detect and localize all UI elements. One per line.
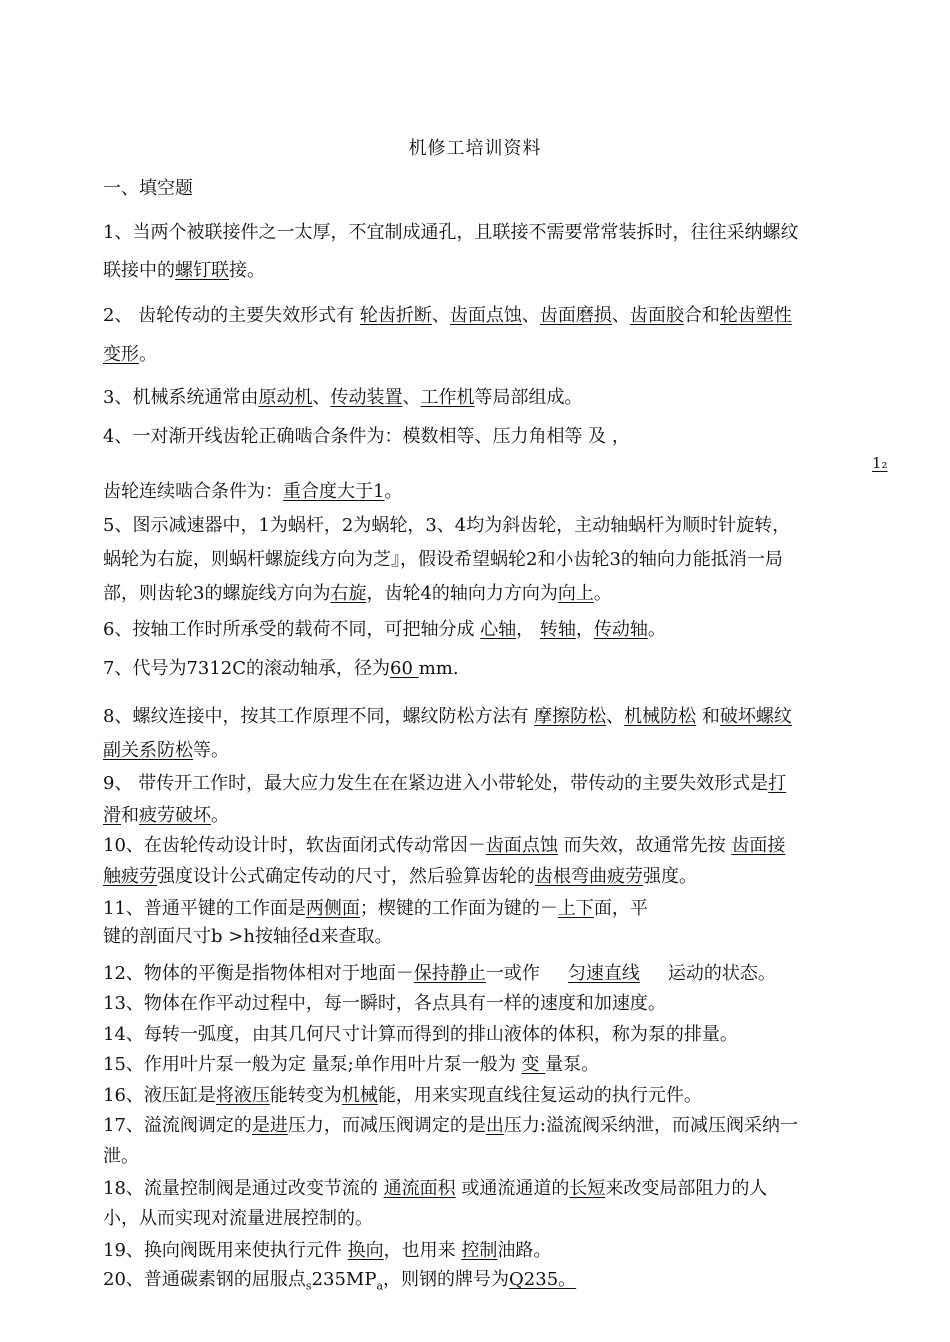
answer: 通流面积 (383, 1178, 456, 1199)
answer: 重合度大于1 (283, 481, 385, 502)
question-19: 19、换向阀既用来使执行元件 换向，也用来 控制油路。 (103, 1240, 552, 1261)
answer: 出 (485, 1115, 504, 1136)
question-7: 7、代号为7312C的滚动轴承，径为60 mm. (103, 658, 459, 679)
answer: 齿面磨损 (539, 305, 612, 326)
question-5-line-3: 部，则齿轮3的螺旋线方向为右旋，齿轮4的轴向力方向为向上。 (103, 583, 612, 604)
question-17-line-2: 泄。 (103, 1146, 139, 1167)
question-11-line-1: 11、普通平键的工作面是两侧面；楔键的工作面为键的－上下面，平 (103, 898, 648, 919)
question-10-line-1: 10、在齿轮传动设计时，软齿面闭式传动常因－齿面点蚀 而失效，故通常先按 齿面接 (103, 835, 786, 856)
answer: 长短 (569, 1178, 606, 1199)
question-18-line-1: 18、流量控制阀是通过改变节流的 通流面积 或通流通道的长短来改变局部阻力的人 (103, 1178, 768, 1199)
answer: 滑 (103, 805, 121, 826)
answer: 螺钉联 (175, 260, 229, 281)
question-10-line-2: 触疲劳强度设计公式确定传动的尺寸，然后验算齿轮的齿根弯曲疲劳强度。 (103, 866, 697, 887)
answer: 摩擦防松 (534, 706, 607, 727)
question-15: 15、作用叶片泵一般为定 量泵;单作用叶片泵一般为 变 量泵。 (103, 1054, 600, 1075)
answer: 机械 (341, 1085, 378, 1106)
answer: 齿面胶 (629, 305, 684, 326)
answer: 心轴 (480, 619, 517, 640)
question-14: 14、每转一弧度，由其几何尺寸计算而得到的排山液体的体积，称为泵的排量。 (103, 1024, 738, 1045)
answer: 齿根弯曲疲劳 (535, 866, 643, 887)
question-8-line-1: 8、螺纹连接中，按其工作原理不同，螺纹防松方法有 摩擦防松、机械防松 和破坏螺纹 (103, 706, 792, 727)
answer: Q235。 (509, 1269, 577, 1290)
answer: 打 (768, 773, 787, 794)
answer: 将液压 (215, 1085, 270, 1106)
answer: 两侧面 (305, 898, 360, 919)
answer: 变形 (103, 344, 139, 365)
answer: 右旋 (330, 583, 367, 604)
answer: 齿面点蚀 (449, 305, 522, 326)
document-title: 机修工培训资料 (408, 138, 542, 159)
answer: 疲劳破坏 (139, 805, 211, 826)
question-1-line-2: 联接中的螺钉联接。 (103, 260, 265, 281)
answer: 是进 (251, 1115, 288, 1136)
answer: 触疲劳 (103, 866, 157, 887)
margin-note: 1₂ (872, 454, 888, 472)
answer: 上下 (557, 898, 594, 919)
answer: 换向 (347, 1240, 384, 1261)
question-5-line-1: 5、图示减速器中，1为蜗杆，2为蜗轮，3、4均为斜齿轮，主动轴蜗杆为顺时针旋转， (103, 515, 791, 536)
question-3: 3、机械系统通常由原动机、传动装置、工作机等局部组成。 (103, 387, 583, 408)
question-1-line-1: 1、当两个被联接件之一太厚，不宜制成通孔，且联接不需要常常装拆时，往往采纳螺纹 (103, 222, 799, 243)
answer: 机械防松 (624, 706, 697, 727)
section-heading: 一、填空题 (103, 178, 193, 199)
question-2-line-2: 变形。 (103, 344, 157, 365)
answer: 齿面接 (731, 835, 786, 856)
question-4-line-2: 齿轮连续啮合条件为：重合度大于1。 (103, 481, 403, 502)
answer: 向上 (557, 583, 594, 604)
question-13: 13、物体在作平动过程中，每一瞬时，各点具有一样的速度和加速度。 (103, 993, 666, 1014)
question-16: 16、液压缸是将液压能转变为机械能，用来实现直线往复运动的执行元件。 (103, 1085, 702, 1106)
question-11-line-2: 键的剖面尺寸b >h按轴径d来查取。 (103, 926, 393, 947)
question-20: 20、普通碳素钢的屈服点$_s235MP_a$，则钢的牌号为Q235。 (103, 1269, 577, 1293)
question-17-line-1: 17、溢流阀调定的是进压力，而减压阀调定的是出压力:溢流阀采纳泄，而减压阀采纳一 (103, 1115, 798, 1136)
question-6: 6、按轴工作时所承受的载荷不同，可把轴分成 心轴， 转轴，传动轴。 (103, 619, 666, 640)
question-9-line-1: 9、 带传开工作时，最大应力发生在在紧边进入小带轮处，带传动的主要失效形式是打 (103, 773, 787, 794)
question-2-line-1: 2、 齿轮传动的主要失效形式有 轮齿折断、齿面点蚀、齿面磨损、齿面胶合和轮齿塑性 (103, 305, 792, 326)
answer: 工作机 (420, 387, 475, 408)
answer: 保持静止 (413, 963, 486, 984)
answer: 原动机 (258, 387, 313, 408)
answer: 转轴 (539, 619, 576, 640)
answer: 轮齿折断 (359, 305, 432, 326)
answer: 轮齿塑性 (719, 305, 792, 326)
question-12: 12、物体的平衡是指物体相对于地面－保持静止一或作 匀速直线 运动的状态。 (103, 963, 776, 984)
answer: 匀速直线 (567, 963, 640, 984)
answer: 破坏螺纹 (719, 706, 792, 727)
answer: 60 (390, 658, 419, 679)
question-18-line-2: 小，从而实现对流量进展控制的。 (103, 1208, 373, 1229)
answer: 传动装置 (330, 387, 403, 408)
answer: 副关系防松 (103, 740, 193, 761)
answer: 传动轴 (593, 619, 648, 640)
question-4-line-1: 4、一对渐开线齿轮正确啮合条件为：模数相等、压力角相等 及 ， (103, 426, 630, 447)
answer: 控制 (461, 1240, 498, 1261)
answer: 变 (521, 1054, 546, 1075)
question-8-line-2: 副关系防松等。 (103, 740, 229, 761)
question-9-line-2: 滑和疲劳破坏。 (103, 805, 229, 826)
answer: 齿面点蚀 (485, 835, 558, 856)
question-5-line-2: 蜗轮为右旋，则蜗杆螺旋线方向为芝』，假设希望蜗轮2和小齿轮3的轴向力能抵消一局 (103, 549, 783, 570)
